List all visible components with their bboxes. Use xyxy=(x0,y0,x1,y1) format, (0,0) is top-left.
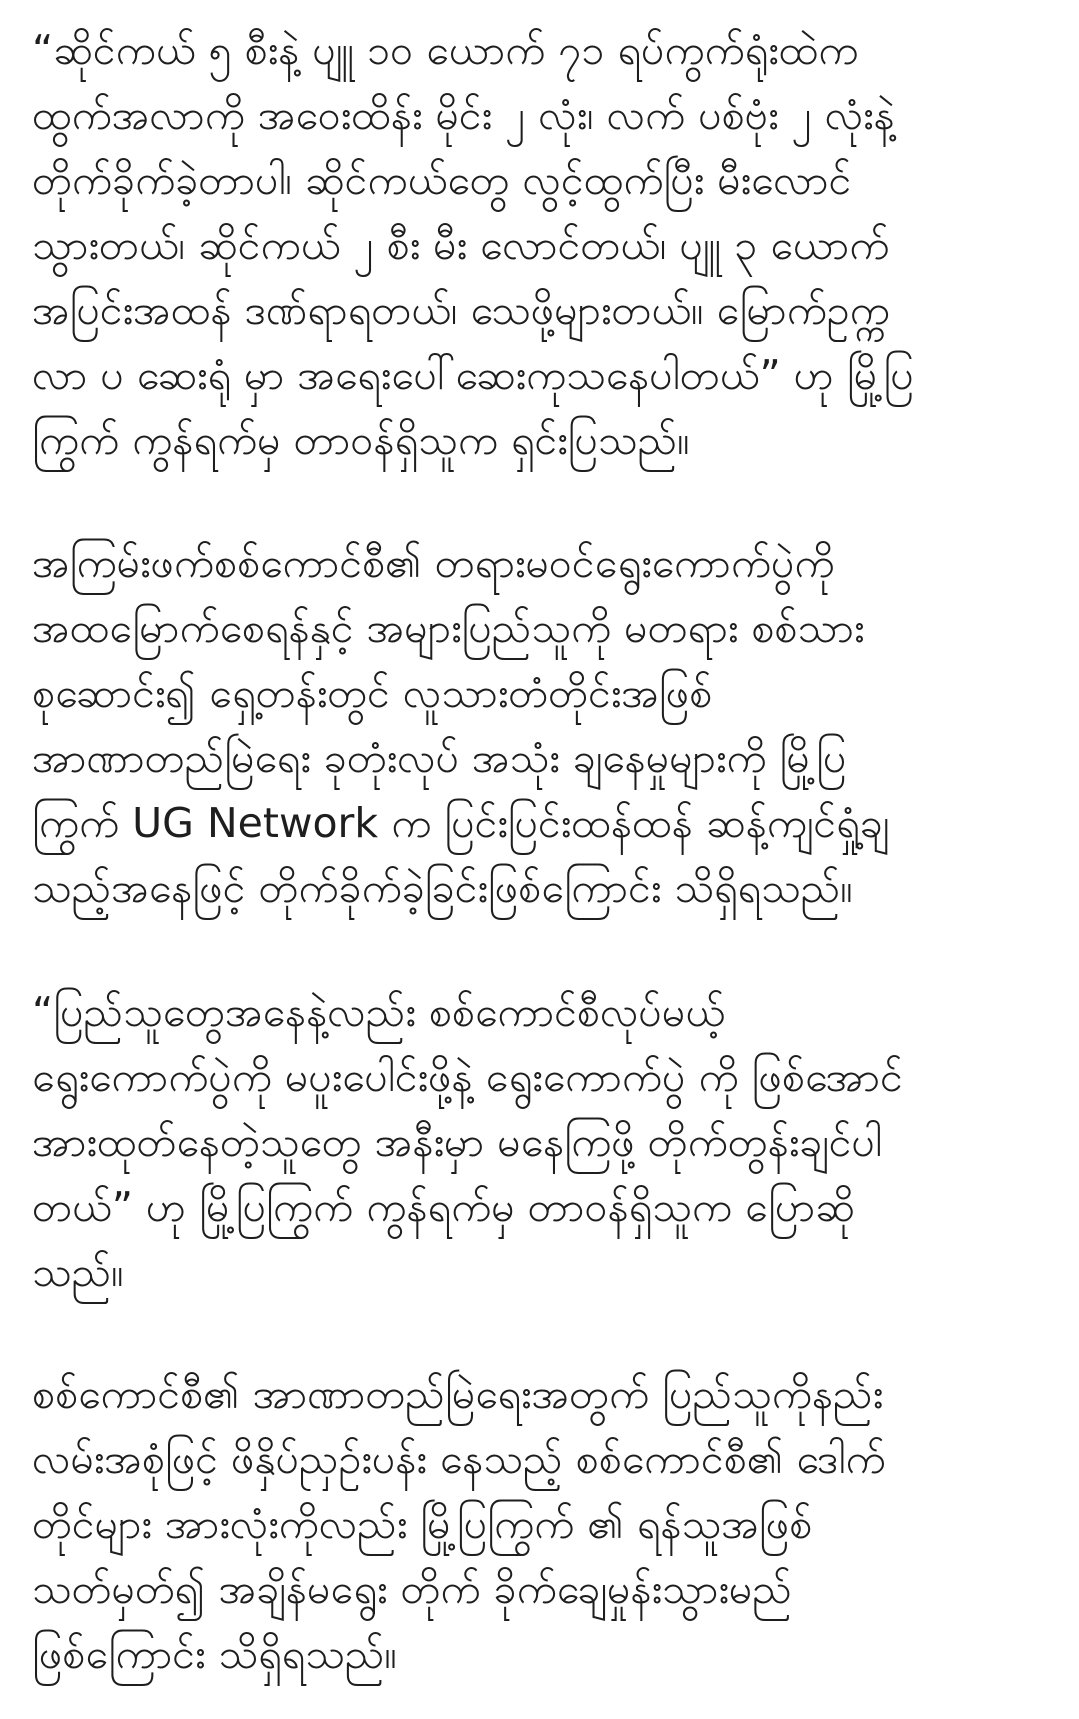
paragraph-4 xyxy=(32,1362,1047,1687)
text-line: သည့်အနေဖြင့် တိုက်ခိုက်ခဲ့ခြင်းဖြစ်ကြောင်း သိရှိရသည်။ xyxy=(32,864,853,912)
paragraph-1 xyxy=(32,18,1047,473)
text-line: သွားတယ်၊ ဆိုင်ကယ် ၂ စီး မီး လောင်တယ်၊ ပျူ ၃ ယောက် xyxy=(32,221,890,269)
text-line: လာ ပ ဆေးရုံ မှာ အရေးပေါ်ဆေးကုသနေပါတယ်” ဟု မြို့ပြ xyxy=(32,351,914,399)
text-line: သတ်မှတ်၍ အချိန်မရွေး တိုက် ခိုက်ချေမှုန်းသွားမည် xyxy=(32,1565,792,1613)
text-line: စစ်ကောင်စီ၏ အာဏာတည်မြဲရေးအတွက် ပြည်သူကိုနည်း xyxy=(32,1370,884,1418)
text-line: အပြင်းအထန် ဒဏ်ရာရတယ်၊ သေဖို့များတယ်။ မြောက်ဥက္က xyxy=(32,286,890,334)
text-line: အားထုတ်နေတဲ့သူတွေ အနီးမှာ မနေကြဖို့ တိုက်တွန်းချင်ပါ xyxy=(32,1118,883,1166)
text-line: “ဆိုင်ကယ် ၅ စီးနဲ့ ပျူ ၁၀ ယောက် ၇၁ ရပ်ကွက်ရုံးထဲက xyxy=(32,26,859,74)
text-line: ကြွက် ကွန်ရက်မှ တာဝန်ရှိသူက ရှင်းပြသည်။ xyxy=(32,416,690,464)
paragraph-2 xyxy=(32,531,1047,921)
text-line: ထွက်အလာကို အဝေးထိန်း မိုင်း ၂ လုံး၊ လက် ပစ်ဗုံး ၂ လုံးနဲ့ xyxy=(32,91,895,139)
text-line: တိုက်ခိုက်ခဲ့တာပါ၊ ဆိုင်ကယ်တွေ လွင့်ထွက်ပြီး မီးလောင် xyxy=(32,156,852,204)
text-line: လမ်းအစုံဖြင့် ဖိနှိပ်ညှဉ်းပန်း နေသည့် စစ်ကောင်စီ၏ ဒေါက် xyxy=(32,1435,886,1483)
text-line: ကြွက် UG Network က ပြင်းပြင်းထန်ထန် ဆန့်ကျင်ရှုံ့ချ xyxy=(32,799,890,847)
text-line: ရွေးကောက်ပွဲကို မပူးပေါင်းဖို့နဲ့ ရွေးကောက်ပွဲ ကို ဖြစ်အောင် xyxy=(32,1053,903,1101)
text-line: အကြမ်းဖက်စစ်ကောင်စီ၏ တရားမဝင်ရွေးကောက်ပွဲကို xyxy=(32,539,835,587)
text-line: အထမြောက်စေရန်နှင့် အများပြည်သူကို မတရား စစ်သား xyxy=(32,604,865,652)
text-line: “ပြည်သူတွေအနေနဲ့လည်း စစ်ကောင်စီလုပ်မယ့် xyxy=(32,988,726,1036)
text-line: တိုင်များ အားလုံးကိုလည်း မြို့ပြကြွက် ၏ ရန်သူအဖြစ် xyxy=(32,1500,813,1548)
text-line: စုဆောင်း၍ ရှေ့တန်းတွင် လူသားတံတိုင်းအဖြစ် xyxy=(32,669,713,717)
paragraph-3 xyxy=(32,980,1047,1305)
text-line: အာဏာတည်မြဲရေး ခုတုံးလုပ် အသုံး ချနေမှုများကို မြို့ပြ xyxy=(32,734,847,782)
text-line: သည်။ xyxy=(32,1248,124,1296)
text-line: ဖြစ်ကြောင်း သိရှိရသည်။ xyxy=(32,1630,397,1678)
text-line: တယ်” ဟု မြို့ပြကြွက် ကွန်ရက်မှ တာဝန်ရှိသူက ပြောဆို xyxy=(32,1183,855,1231)
